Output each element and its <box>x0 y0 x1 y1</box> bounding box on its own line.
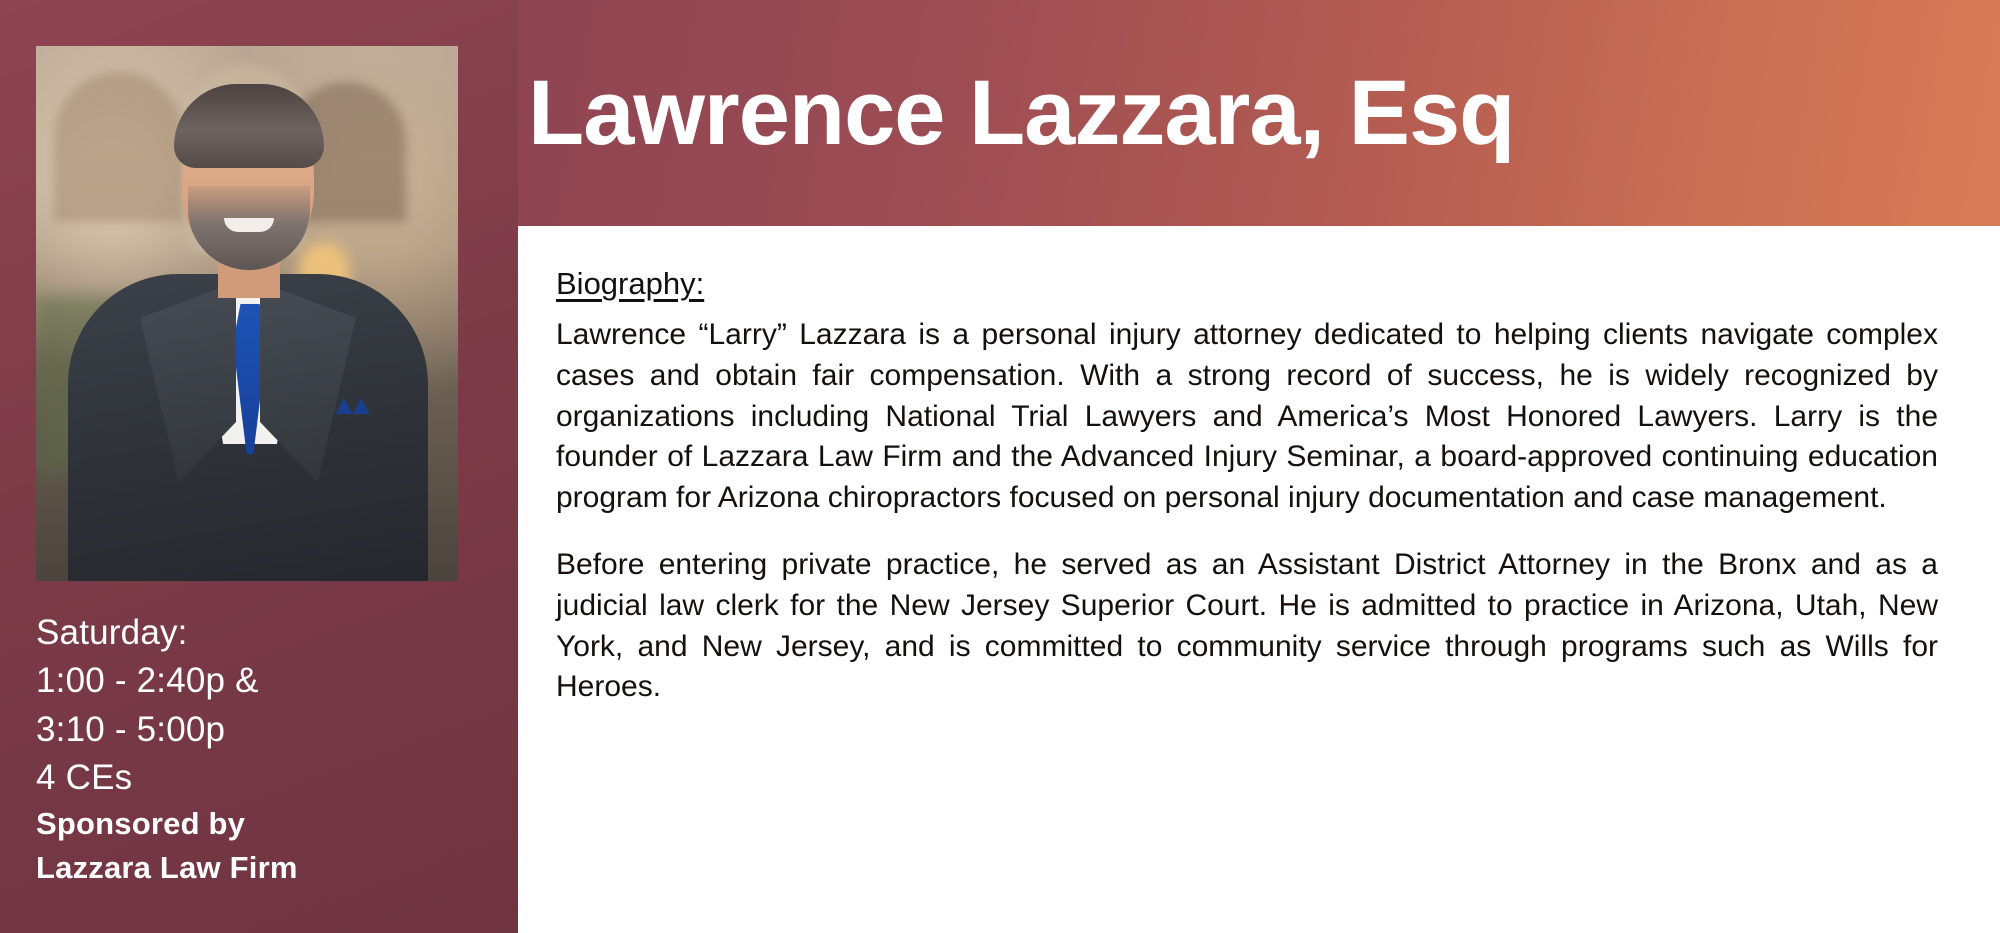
schedule-block <box>36 609 482 890</box>
biography-panel <box>518 226 2000 708</box>
biography-paragraph: Lawrence “Larry” Lazzara is a personal injury attorney dedicated to helping clients navigate complex cases and obtain fair compensation. With a strong record of success, he is widely recognized by organizations including National Trial Lawyers and America’s Most Honored Lawyers. Larry is the founder of Lazzara Law Firm and the Advanced Injury Seminar, a board-approved continuing education program for Arizona chiropractors focused on personal injury documentation and case management. <box>556 318 1938 515</box>
biography-heading: Biography: <box>556 266 705 301</box>
page-title: Lawrence Lazzara, Esq <box>528 61 1515 164</box>
smile-shape <box>224 218 274 232</box>
main-content <box>518 0 2000 933</box>
biography-paragraph: Before entering private practice, he served as an Assistant District Attorney in the Bronx and as a judicial law clerk for the New Jersey Superior Court. He is admitted to practice in Arizona, Utah, New York, and New Jersey, and is committed to community service through programs such as Wills for Heroes. <box>556 547 1938 704</box>
sponsor-label: Sponsored by <box>36 806 246 842</box>
left-sidebar <box>0 0 518 933</box>
schedule-time-1: 1:00 - 2:40p & <box>36 661 259 701</box>
schedule-time-2: 3:10 - 5:00p <box>36 709 226 749</box>
schedule-credits: 4 CEs <box>36 757 133 797</box>
schedule-day: Saturday: <box>36 613 188 652</box>
title-banner <box>518 0 2000 226</box>
background-arch-icon <box>54 72 184 222</box>
portrait-photo <box>36 46 458 581</box>
avatar <box>36 46 458 581</box>
sponsor-name: Lazzara Law Firm <box>36 850 298 886</box>
